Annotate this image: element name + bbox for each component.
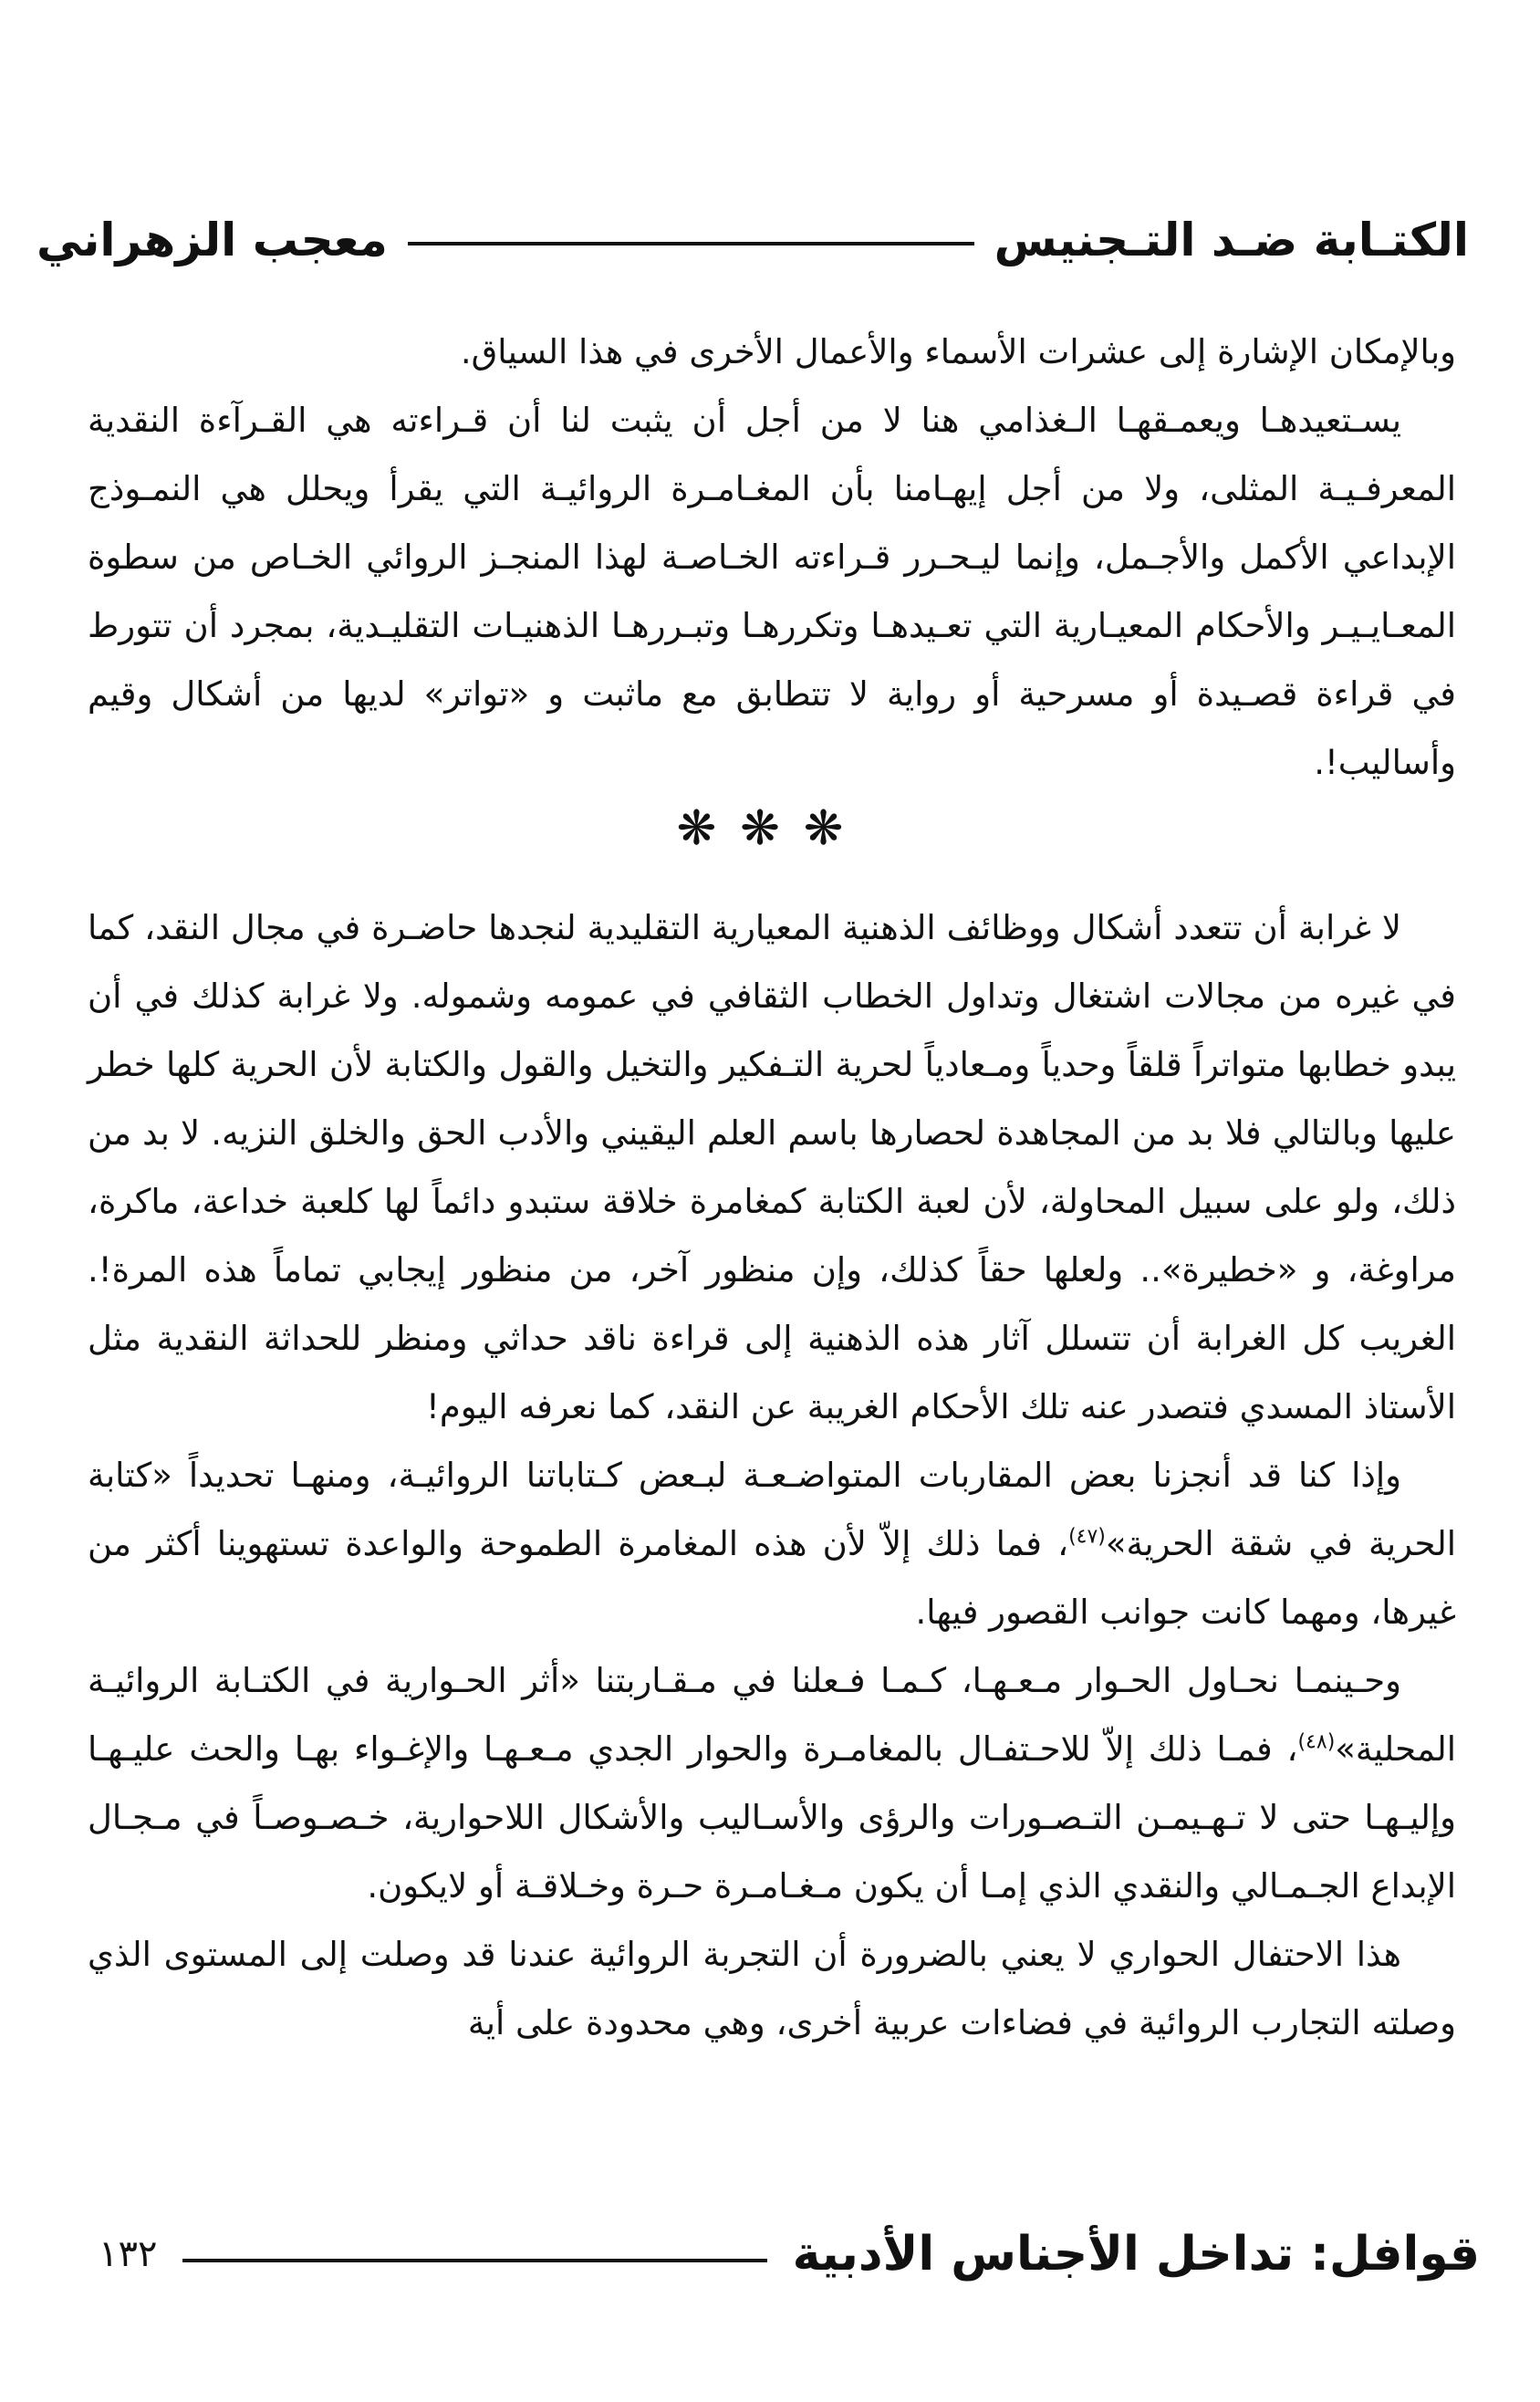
footnote-ref-48: (٤٨) bbox=[1297, 1730, 1336, 1754]
page-body bbox=[88, 318, 1456, 2057]
footnote-ref-47: (٤٧) bbox=[1068, 1525, 1106, 1549]
header-author-name: معجب الزهراني bbox=[36, 214, 388, 266]
header-book-title: الكتـابة ضـد التـجنيس bbox=[994, 214, 1469, 266]
paragraph-4-text-a: وإذا كنا قد أنجزنا بعض المقاربات المتواضـعـة لبـعض كـتاباتنا الروائيـة، ومنهـا تحديداً «كتابة الحرية في شقة الحرية» bbox=[88, 1456, 1456, 1563]
header-rule bbox=[408, 242, 974, 245]
section-separator: ❋❋❋ bbox=[676, 801, 868, 856]
running-header bbox=[36, 199, 1469, 281]
paragraph-6: هذا الاحتفال الحواري لا يعني بالضرورة أن التجربة الروائية عندنا قد وصلت إلى المستوى الذي وصلته التجارب الروائية في فضاءات عربية أخرى، وهي محدودة على أية bbox=[88, 1935, 1456, 2042]
paragraph-4 bbox=[88, 1441, 1456, 1646]
paragraph-2: يسـتعيدهـا ويعمـقهـا الـغذامي هنا لا من أجل أن يثبت لنا أن قـراءته هي القـرآءة النقدية المعرفـيـة المثلى، ولا من أجل إيهـامنا بأن المغـامـرة الروائيـة التي يقرأ ويحلل هي النمـوذج الإبداعي الأكمل والأجـمل، وإنما ليـحـرر قـراءته الخـاصـة لهذا المنجـز الروائي الخـاص من سطوة المعـايـيـر والأحكام المعيـارية التي تعـيدهـا وتكررهـا وتبـررهـا الذهنيـات التقليـدية، بمجرد أن تتورط في قراءة قصـيدة أو مسرحية أو رواية لا تتطابق مع ماثبت و «تواتر» لديها من أشكال وقيم وأساليب!. bbox=[88, 401, 1456, 782]
footer-series-title: قوافل: تداخل الأجناس الأدبية bbox=[792, 2227, 1480, 2282]
running-footer bbox=[99, 2213, 1480, 2295]
paragraph-5-text-b: ، فمـا ذلك إلاّ للاحـتفـال بالمغامـرة والحوار الجدي مـعـهـا والإغـواء بهـا والحث عليـهـا وإليـهـا حتى لا تـهـيمـن التـصـورات والرؤى والأسـاليب والأشكال اللاحوارية، خـصـوصـاً في مـجـال الإبداع الجـمـالي والنقدي الذي إمـا أن يكون مـغـامـرة حـرة وخـلاقـة أو لايكون. bbox=[88, 1729, 1456, 1906]
paragraph-5 bbox=[88, 1646, 1456, 1920]
paragraph-3: لا غرابة أن تتعدد أشكال ووظائف الذهنية المعيارية التقليدية لنجدها حاضـرة في مجال النقد، كما في غيره من مجالات اشتغال وتداول الخطاب الثقافي في عمومه وشموله. ولا غرابة كذلك في أن يبدو خطابها متواتراً قلقاً وحدياً ومـعادياً لحرية التـفكير والتخيل والقول والكتابة لأن الحرية كلها خطر عليها وبالتالي فلا بد من المجاهدة لحصارها باسم العلم اليقيني والأدب الحق والخلق النزيه. لا بد من ذلك، ولو على سبيل المحاولة، لأن لعبة الكتابة كمغامرة خلاقة ستبدو دائماً لها كلعبة خداعة، ماكرة، مراوغة، و «خطيرة».. ولعلها حقاً كذلك، وإن منظور آخر، من منظور إيجابي تماماً هذه المرة!. الغريب كل الغرابة أن تتسلل آثار هذه الذهنية إلى قراءة ناقد حداثي ومنظر للحداثة النقدية مثل الأستاذ المسدي فتصدر عنه تلك الأحكام الغريبة عن النقد، كما نعرفه اليوم! bbox=[88, 908, 1456, 1426]
paragraph-5-text-a: وحـينمـا نحـاول الحـوار مـعـهـا، كـمـا فـعلنا في مـقـاربتنا «أثر الحـوارية في الكتـابة الروائيـة المحلية» bbox=[88, 1661, 1456, 1769]
footer-rule bbox=[182, 2259, 766, 2262]
page-number: ١٣٢ bbox=[99, 2233, 158, 2275]
paragraph-1: وبالإمكان الإشارة إلى عشرات الأسماء والأعمال الأخرى في هذا السياق. bbox=[460, 332, 1456, 371]
paragraph-4-text-b: ، فما ذلك إلاّ لأن هذه المغامرة الطموحة والواعدة تستهوينا أكثر من غيرها، ومهما كانت جوانب القصور فيها. bbox=[88, 1524, 1456, 1632]
